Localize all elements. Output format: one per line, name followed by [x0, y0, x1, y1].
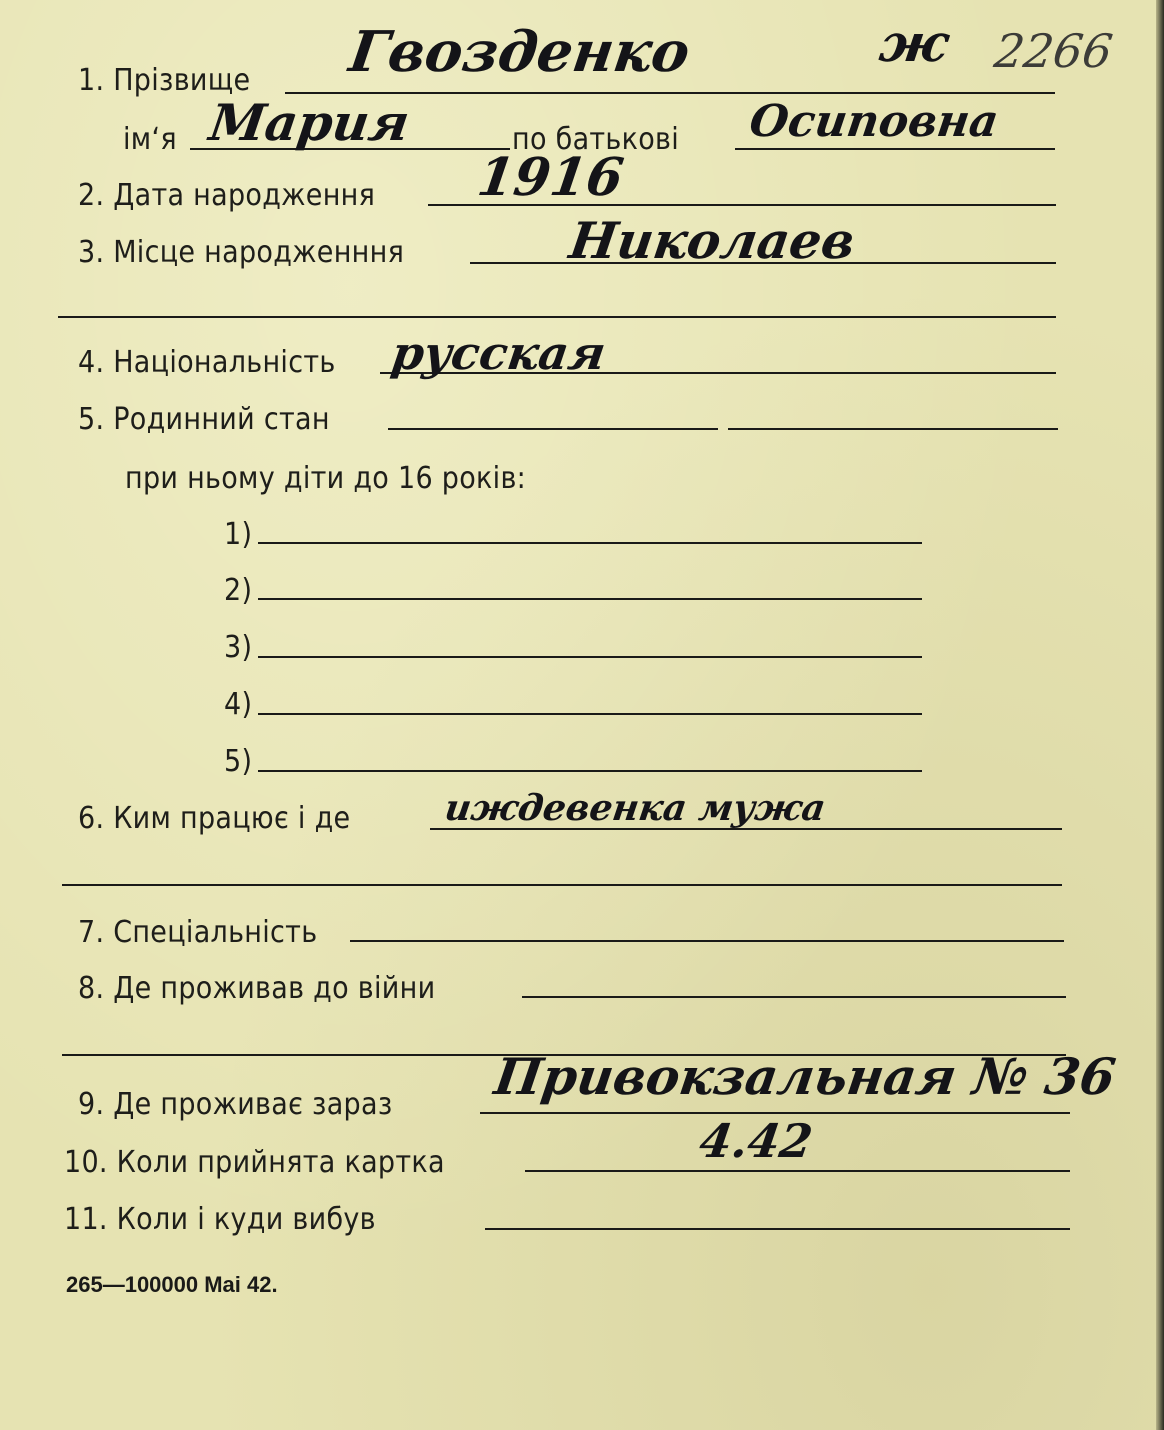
patronymic-value[interactable]: Осиповна: [746, 96, 1002, 147]
work-line-2: [62, 884, 1062, 886]
birth-date-value[interactable]: 1916: [473, 147, 628, 208]
current-value[interactable]: Привокзальная № 36: [490, 1047, 1120, 1106]
child-3-line: [258, 656, 922, 658]
marital-label: 5. Родинний стан: [78, 402, 330, 437]
surname-label: 1. Прізвище: [78, 63, 251, 98]
header-mark: ж: [875, 13, 953, 74]
work-value[interactable]: иждевенка мужа: [442, 787, 829, 829]
accepted-label: 10. Коли прийнята картка: [64, 1145, 445, 1180]
children-label: при ньому діти до 16 років:: [125, 461, 527, 496]
card-edge: [1156, 0, 1164, 1430]
work-label: 6. Ким працює і де: [78, 801, 351, 836]
archive-number: 2266: [991, 24, 1116, 78]
child-4-line: [258, 713, 922, 715]
birth-place-line-2: [58, 316, 1056, 318]
child-2-line: [258, 598, 922, 600]
patronymic-label: по батькові: [512, 122, 680, 157]
name-value[interactable]: Мария: [205, 93, 414, 152]
name-label: ім‘я: [123, 122, 177, 157]
nationality-value[interactable]: русская: [388, 326, 610, 380]
prewar-label: 8. Де проживав до війни: [78, 971, 436, 1006]
child-4-label: 4): [224, 687, 253, 722]
accepted-line: [525, 1170, 1070, 1172]
specialty-label: 7. Спеціальність: [78, 915, 318, 950]
child-2-label: 2): [224, 573, 253, 608]
print-code: 265—100000 Mai 42.: [66, 1272, 278, 1297]
prewar-line: [522, 996, 1066, 998]
surname-value[interactable]: Гвозденко: [345, 19, 694, 85]
birth-place-label: 3. Місце народженння: [78, 235, 405, 270]
child-1-line: [258, 542, 922, 544]
child-1-label: 1): [224, 517, 253, 552]
current-label: 9. Де проживає зараз: [78, 1087, 393, 1122]
departed-label: 11. Коли і куди вибув: [64, 1202, 376, 1237]
specialty-line: [350, 940, 1064, 942]
child-3-label: 3): [224, 630, 253, 665]
nationality-label: 4. Національність: [78, 345, 336, 380]
birth-place-value[interactable]: Николаев: [565, 211, 859, 270]
departed-line: [485, 1228, 1070, 1230]
accepted-value[interactable]: 4.42: [696, 1114, 816, 1168]
marital-line-a: [388, 428, 718, 430]
birth-date-label: 2. Дата народження: [78, 178, 376, 213]
child-5-label: 5): [224, 744, 253, 779]
marital-line-b: [728, 428, 1058, 430]
child-5-line: [258, 770, 922, 772]
patronymic-line: [735, 148, 1055, 150]
